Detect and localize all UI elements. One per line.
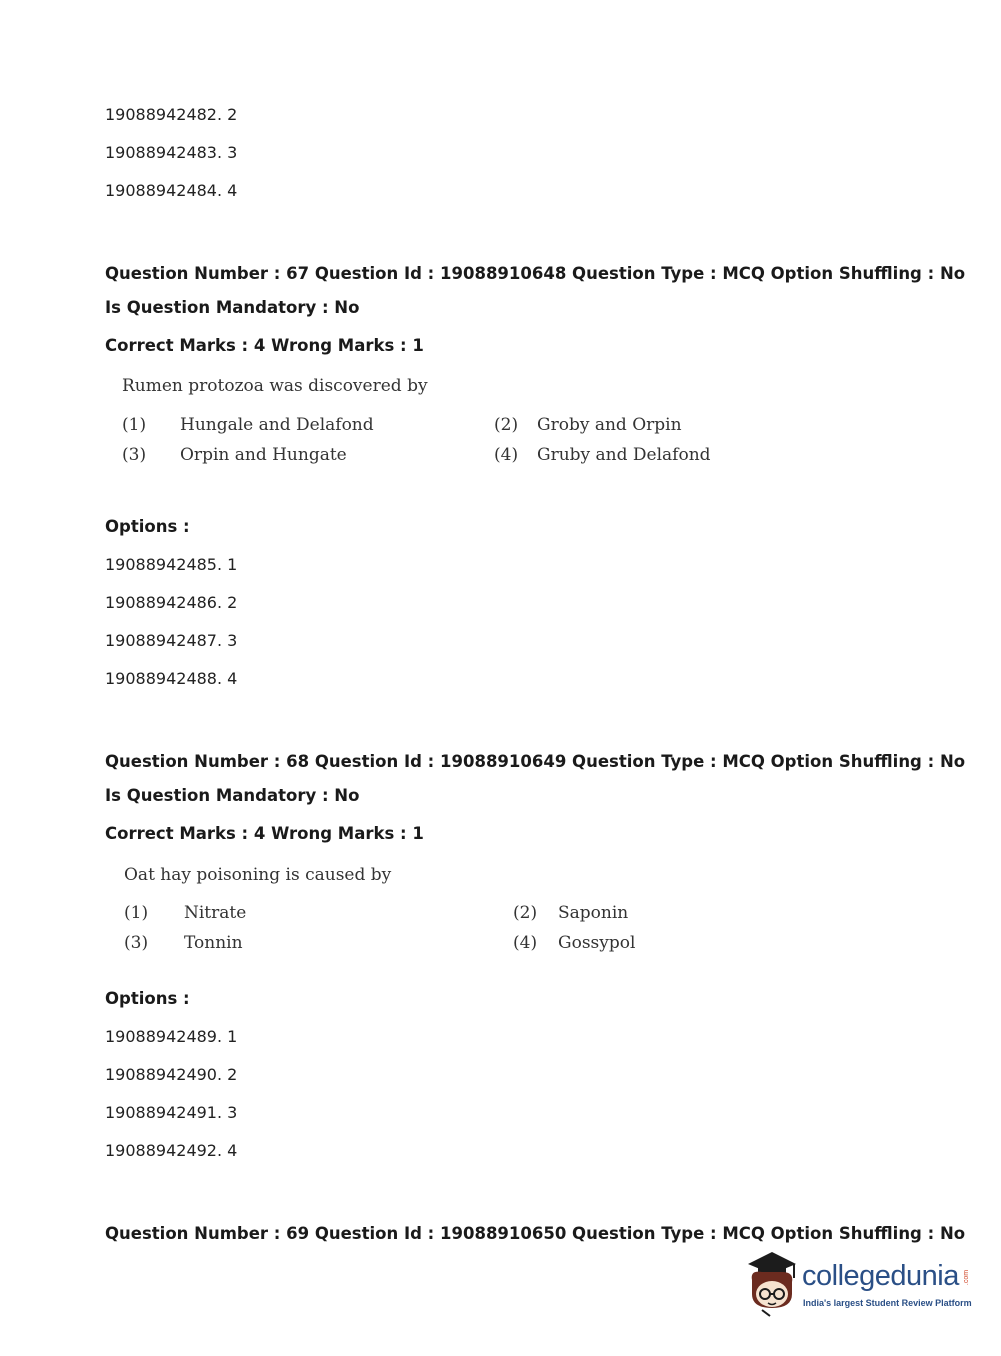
question-header: Question Number : 69 Question Id : 19088910650 Question Type : MCQ Option Shuffling : No bbox=[105, 1224, 966, 1243]
option-line: 19088942492. 4 bbox=[105, 1141, 238, 1160]
option-line: 19088942487. 3 bbox=[105, 631, 238, 650]
choice-text: Tonnin bbox=[184, 933, 243, 953]
question-marks: Correct Marks : 4 Wrong Marks : 1 bbox=[105, 336, 424, 355]
student-mascot-icon bbox=[742, 1250, 802, 1320]
option-line: 19088942486. 2 bbox=[105, 593, 238, 612]
option-line: 19088942489. 1 bbox=[105, 1027, 238, 1046]
question-marks: Correct Marks : 4 Wrong Marks : 1 bbox=[105, 824, 424, 843]
question-header: Question Number : 68 Question Id : 19088910649 Question Type : MCQ Option Shuffling : No bbox=[105, 752, 966, 771]
choice-number: (3) bbox=[124, 933, 149, 953]
choice-text: Gruby and Delafond bbox=[537, 445, 711, 465]
choice-number: (3) bbox=[122, 445, 147, 465]
choice-number: (4) bbox=[513, 933, 538, 953]
question-text: Oat hay poisoning is caused by bbox=[124, 865, 392, 885]
question-mandatory: Is Question Mandatory : No bbox=[105, 786, 360, 805]
options-label: Options : bbox=[105, 517, 190, 536]
question-mandatory: Is Question Mandatory : No bbox=[105, 298, 360, 317]
choice-text: Orpin and Hungate bbox=[180, 445, 347, 465]
logo-wordmark: collegedunia bbox=[802, 1260, 959, 1292]
logo-tagline: India's largest Student Review Platform bbox=[803, 1298, 972, 1308]
option-line: 19088942482. 2 bbox=[105, 105, 238, 124]
option-line: 19088942483. 3 bbox=[105, 143, 238, 162]
choice-number: (2) bbox=[494, 415, 519, 435]
choice-text: Groby and Orpin bbox=[537, 415, 682, 435]
option-line: 19088942488. 4 bbox=[105, 669, 238, 688]
options-label: Options : bbox=[105, 989, 190, 1008]
question-text: Rumen protozoa was discovered by bbox=[122, 376, 428, 396]
choice-number: (2) bbox=[513, 903, 538, 923]
choice-number: (4) bbox=[494, 445, 519, 465]
option-line: 19088942485. 1 bbox=[105, 555, 238, 574]
choice-number: (1) bbox=[122, 415, 147, 435]
question-header: Question Number : 67 Question Id : 19088910648 Question Type : MCQ Option Shuffling : No bbox=[105, 264, 966, 283]
option-line: 19088942484. 4 bbox=[105, 181, 238, 200]
logo-domain: .com bbox=[963, 1269, 971, 1286]
choice-text: Gossypol bbox=[558, 933, 636, 953]
choice-text: Hungale and Delafond bbox=[180, 415, 374, 435]
choice-number: (1) bbox=[124, 903, 149, 923]
choice-text: Nitrate bbox=[184, 903, 247, 923]
option-line: 19088942490. 2 bbox=[105, 1065, 238, 1084]
collegedunia-logo bbox=[742, 1250, 972, 1320]
option-line: 19088942491. 3 bbox=[105, 1103, 238, 1122]
choice-text: Saponin bbox=[558, 903, 629, 923]
